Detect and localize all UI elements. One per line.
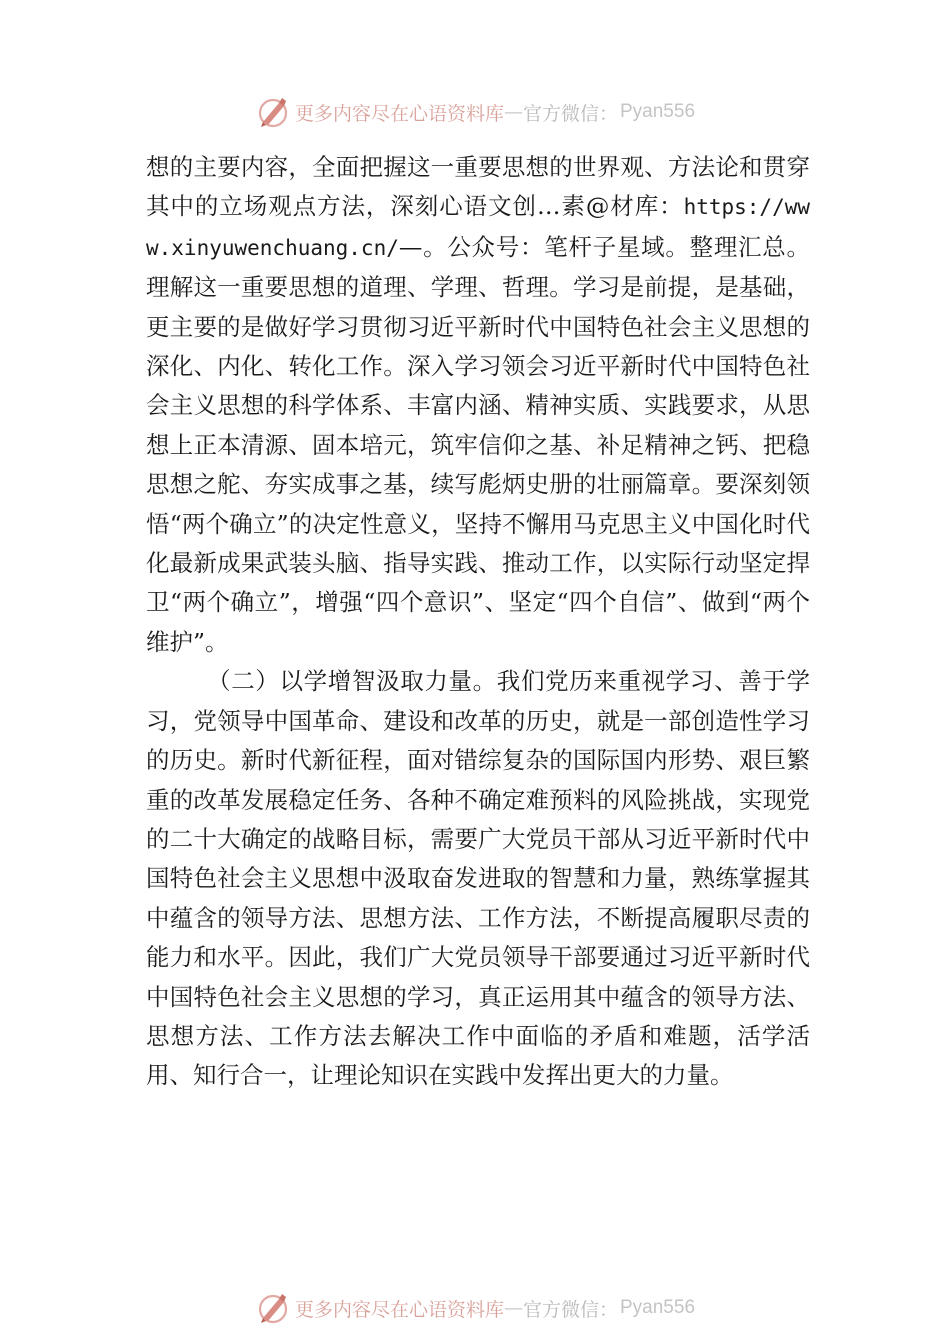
banner-wechat-label: 官方微信： [522,102,618,125]
pen-logo-icon [255,94,291,130]
paragraph-2: （二）以学增智汲取力量。我们党历来重视学习、善于学习，党领导中国革命、建设和改革的历史，就是一部创造性学习的历史。新时代新征程，面对错综复杂的国际国内形势、艰巨繁重的改革发展稳定任务、各种不确定难预料的风险挑战，实现党的二十大确定的战略目标，需要广大党员干部从习近平新时代中国特色社会主义思想中汲取奋发进取的智慧和力量，熟练掌握其中蕴含的领导方法、思想方法、工作方法，不断提高履职尽责的能力和水平。因此，我们广大党员领导干部要通过习近平新时代中国特色社会主义思想的学习，真正运用其中蕴含的领导方法、思想方法、工作方法去解决工作中面临的矛盾和难题，活学活用、知行合一，让理论知识在实践中发挥出更大的力量。 [146,667,810,1090]
document-body [146,148,810,1096]
paragraph-1-text-b: —。公众号：笔杆子星域。整理汇总。理解这一重要思想的道理、学理、哲理。学习是前提，是基础，更主要的是做好学习贯彻习近平新时代中国特色社会主义思想的深化、内化、转化工作。深入学习领会习近平新时代中国特色社会主义思想的科学体系、丰富内涵、精神实质、实践要求，从思想上正本清源、固本培元，筑牢信仰之基、补足精神之钙、把稳思想之舵、夯实成事之基，续写彪炳史册的壮丽篇章。要深刻领悟“两个确立”的决定性意义，坚持不懈用马克思主义中国化时代化最新成果武装头脑、指导实践、推动工作，以实际行动坚定捍卫“两个确立”，增强“四个意识”、坚定“四个自信”、做到“两个维护”。 [146,232,810,656]
header-watermark-banner [0,92,950,132]
banner-separator: — [503,1297,523,1319]
banner-wechat-id: Pyan556 [620,101,696,122]
banner-wechat-id: Pyan556 [620,1297,696,1318]
footer-watermark-banner [0,1288,950,1328]
banner-main-text: 更多内容尽在心语资料库 [294,102,504,125]
banner-main-text: 更多内容尽在心语资料库 [294,1298,504,1321]
website-url: https://www.xinyuwenchuang.cn/ [146,195,810,260]
banner-separator: — [503,101,523,123]
pen-logo-icon [255,1290,291,1326]
banner-wechat-label: 官方微信： [522,1298,618,1321]
paragraph-1 [146,148,810,662]
paragraph-1-text-a: 想的主要内容，全面把握这一重要思想的世界观、方法论和贯穿其中的立场观点方法，深刻心语文创…素@材库： [146,153,810,221]
